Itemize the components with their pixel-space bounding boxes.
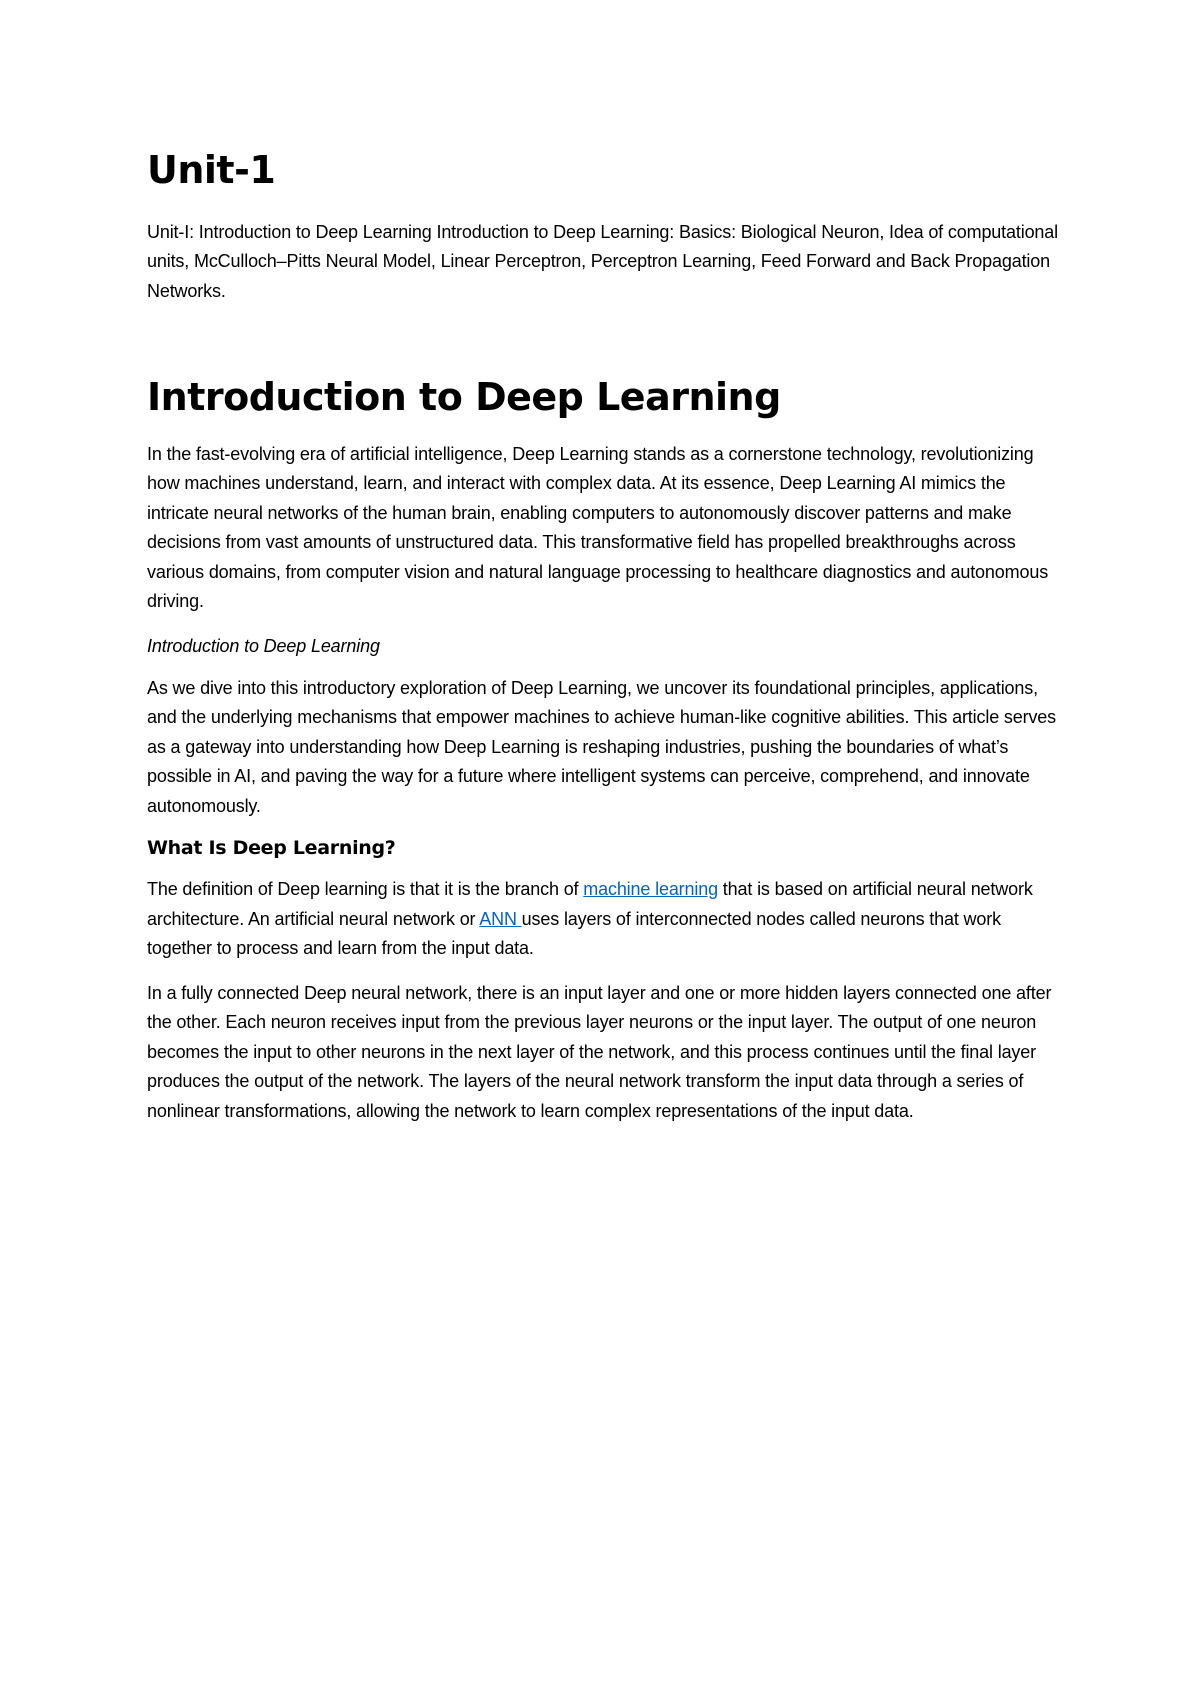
definition-text-2: that is based on artificial neural network architecture. An artificial neural network or (147, 879, 1033, 929)
explore-paragraph: As we dive into this introductory exploration of Deep Learning, we uncover its foundational principles, applications, and the underlying mechanisms that empower machines to achieve human-like cognitive abilities. This article serves as a gateway into understanding how Deep Learning is reshaping industries, pushing the boundaries of what’s possible in AI, and paving the way for a future where intelligent systems can perceive, comprehend, and innovate autonomously. (147, 677, 1057, 816)
image-caption: Introduction to Deep Learning (147, 635, 380, 656)
definition-text-1: The definition of Deep learning is that it is the branch of (147, 879, 584, 900)
intro-heading: Introduction to Deep Learning (147, 375, 781, 420)
document-page (147, 150, 1067, 1141)
unit-summary: Unit-I: Introduction to Deep Learning Introduction to Deep Learning: Basics: Biological Neuron, Idea of computational units, McCulloch–Pitts Neural Model, Linear Perceptron, Perceptron Learning, Feed Forward and Back Propagation Networks. (147, 221, 1059, 301)
network-paragraph: In a fully connected Deep neural network, there is an input layer and one or more hidden layers connected one after the other. Each neuron receives input from the previous layer neurons or the input layer. The output of one neuron becomes the input to other neurons in the next layer of the network, and this process continues until the final layer produces the output of the network. The layers of the neural network transform the input data through a series of nonlinear transformations, allowing the network to learn complex representations of the input data. (147, 982, 1052, 1121)
intro-paragraph: In the fast-evolving era of artificial intelligence, Deep Learning stands as a cornerstone technology, revolutionizing how machines understand, learn, and interact with complex data. At its essence, Deep Learning AI mimics the intricate neural networks of the human brain, enabling computers to autonomously discover patterns and make decisions from vast amounts of unstructured data. This transformative field has propelled breakthroughs across various domains, from computer vision and natural language processing to healthcare diagnostics and autonomous driving. (147, 443, 1049, 612)
definition-paragraph (147, 875, 1067, 964)
unit-heading: Unit-1 (147, 148, 276, 192)
definition-text-3: uses layers of interconnected nodes called neurons that work together to process and learn from the input data. (147, 908, 1001, 959)
what-is-deep-learning-heading: What Is Deep Learning? (147, 837, 396, 860)
machine-learning-link[interactable]: machine learning (583, 879, 718, 900)
ann-link[interactable]: ANN (479, 908, 522, 929)
